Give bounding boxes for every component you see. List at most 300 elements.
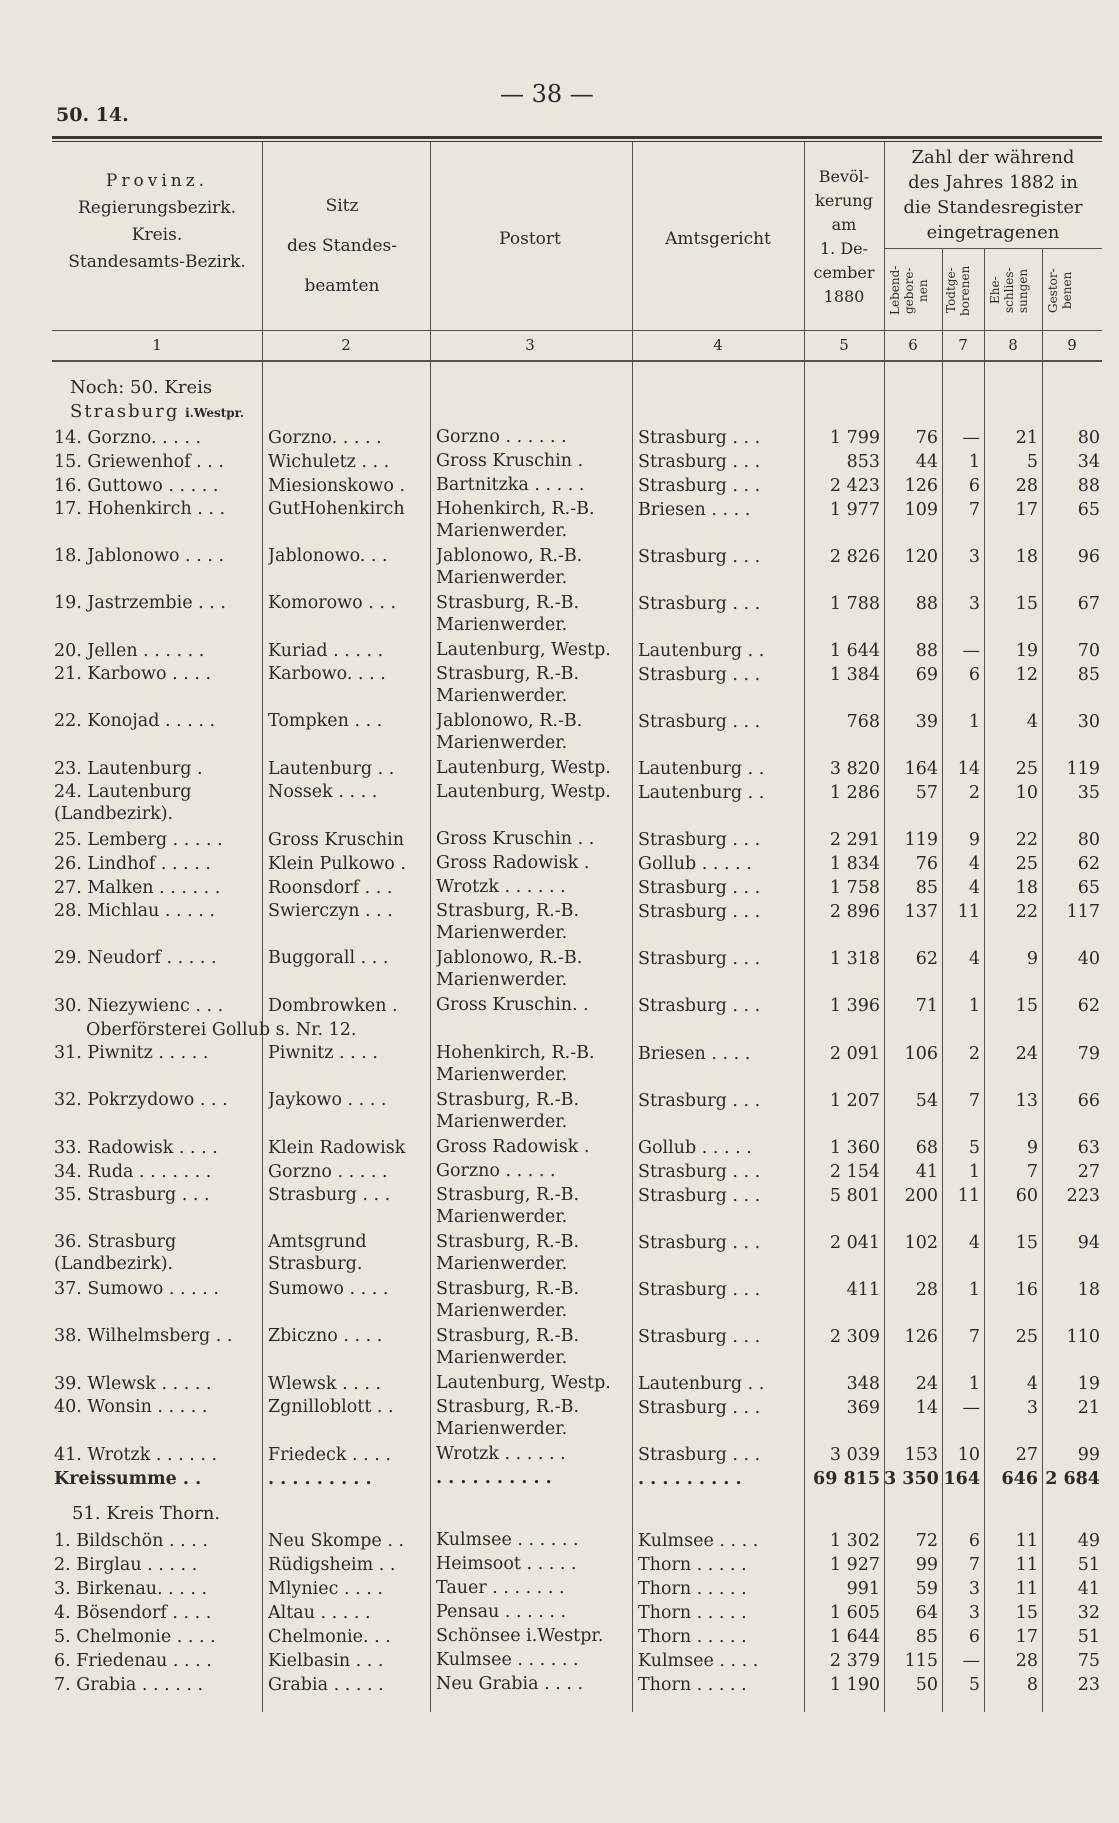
cell-sitz: Karbowo. . . . <box>268 664 386 684</box>
cell-eheschliessungen: 15 <box>1015 996 1038 1016</box>
cell-todtgeborene: 6 <box>968 665 980 685</box>
continuation-note: Oberförsterei Gollub s. Nr. 12. <box>86 1020 357 1040</box>
table-row <box>52 1136 1102 1160</box>
cell-todtgeborene: 1 <box>968 712 980 732</box>
section-rows-strasburg <box>52 426 1102 1491</box>
cell-gestorbene: 62 <box>1077 996 1100 1016</box>
cell-bevoelkerung: 1 927 <box>829 1555 880 1575</box>
section-title-kreis: Strasburg <box>70 401 180 422</box>
cell-lebendgeborene: 54 <box>915 1091 938 1111</box>
cell-gestorbene: 27 <box>1077 1162 1100 1182</box>
cell-bevoelkerung: 1 286 <box>829 783 880 803</box>
cell-amtsgericht: Thorn . . . . . <box>638 1675 747 1695</box>
header-zahl-4: eingetragenen <box>926 222 1060 243</box>
cell-eheschliessungen: 25 <box>1015 854 1038 874</box>
cell-lebendgeborene: 64 <box>915 1603 938 1623</box>
cell-gestorbene: 35 <box>1077 783 1100 803</box>
cell-postort: Lautenburg, Westp. <box>436 782 611 802</box>
cell-gestorbene: 51 <box>1077 1627 1100 1647</box>
cell-amtsgericht: Strasburg . . . <box>638 830 761 850</box>
cell-standesamt: 4. Bösendorf . . . . <box>54 1603 212 1623</box>
cell-todtgeborene: 14 <box>957 759 980 779</box>
cell-sitz: Roonsdorf . . . <box>268 878 393 898</box>
header-sitz-1: Sitz <box>325 196 359 216</box>
cell-standesamt: 16. Guttowo . . . . . <box>54 476 219 496</box>
cell-postort: Gross Kruschin . . <box>436 829 595 849</box>
colnum-7: 7 <box>958 336 968 354</box>
cell-lebendgeborene: 126 <box>904 476 938 496</box>
cell-amtsgericht: Lautenburg . . <box>638 783 765 803</box>
table-row <box>52 663 1102 710</box>
cell-amtsgericht: Briesen . . . . <box>638 1044 751 1064</box>
cell-todtgeborene: 1 <box>968 1374 980 1394</box>
cell-standesamt: 41. Wrotzk . . . . . . <box>54 1445 218 1465</box>
cell-amtsgericht: Strasburg . . . <box>638 665 761 685</box>
cell-eheschliessungen: 28 <box>1015 1651 1038 1671</box>
cell-lebendgeborene: 71 <box>915 996 938 1016</box>
cell-todtgeborene: 5 <box>968 1675 980 1695</box>
cell-lebendgeborene: 109 <box>904 500 938 520</box>
cell-sitz: Strasburg . . . <box>268 1185 391 1205</box>
table-row <box>52 1278 1102 1325</box>
cell-bevoelkerung: 2 423 <box>829 476 880 496</box>
zahl-rule <box>884 248 1102 249</box>
table-row <box>52 1443 1102 1467</box>
cell-eheschliessungen: 11 <box>1015 1531 1038 1551</box>
cell-eheschliessungen: 17 <box>1015 1627 1038 1647</box>
table-row <box>52 828 1102 852</box>
table-row <box>52 1089 1102 1136</box>
cell-todtgeborene: 4 <box>968 878 980 898</box>
cell-sitz: Friedeck . . . . <box>268 1445 391 1465</box>
table-row <box>52 900 1102 947</box>
cell-postort: Jablonowo, R.-B. Marienwerder. <box>436 948 583 990</box>
table-row <box>52 1529 1102 1553</box>
table-row <box>52 947 1102 994</box>
cell-bevoelkerung: 853 <box>846 452 880 472</box>
cell-standesamt: 14. Gorzno. . . . . <box>54 428 202 448</box>
cell-eheschliessungen: 25 <box>1015 759 1038 779</box>
cell-postort: Gorzno . . . . . . <box>436 427 567 447</box>
cell-todtgeborene: 3 <box>968 547 980 567</box>
cell-todtgeborene: 2 <box>968 1044 980 1064</box>
cell-postort: . . . . . . . . . . <box>436 1468 552 1488</box>
section-title-thorn: 51. Kreis Thorn. <box>72 1503 221 1524</box>
cell-todtgeborene: — <box>962 1398 980 1418</box>
table-row <box>52 1231 1102 1278</box>
cell-gestorbene: 21 <box>1077 1398 1100 1418</box>
table-row <box>52 1601 1102 1625</box>
cell-bevoelkerung: 2 041 <box>829 1233 880 1253</box>
cell-standesamt: 7. Grabia . . . . . . <box>54 1675 204 1695</box>
cell-amtsgericht: Strasburg . . . <box>638 878 761 898</box>
cell-sitz: Kielbasin . . . <box>268 1651 384 1671</box>
cell-postort: Strasburg, R.-B. Marienwerder. <box>436 901 580 943</box>
cell-eheschliessungen: 27 <box>1015 1445 1038 1465</box>
cell-amtsgericht: Strasburg . . . <box>638 547 761 567</box>
cell-lebendgeborene: 126 <box>904 1327 938 1347</box>
top-rule <box>52 136 1102 139</box>
cell-bevoelkerung: 3 820 <box>829 759 880 779</box>
header-lebendgeborene: Lebend-gebore-nen <box>888 265 930 316</box>
page-marker: 50. 14. <box>56 104 129 126</box>
cell-amtsgericht: . . . . . . . . . <box>638 1469 742 1489</box>
cell-todtgeborene: 6 <box>968 1531 980 1551</box>
cell-sitz: Mlyniec . . . . <box>268 1579 383 1599</box>
table-row <box>52 450 1102 474</box>
cell-amtsgericht: Kulmsee . . . . <box>638 1531 759 1551</box>
cell-sitz: Gorzno . . . . . <box>268 1162 388 1182</box>
cell-todtgeborene: 7 <box>968 500 980 520</box>
cell-lebendgeborene: 88 <box>915 641 938 661</box>
cell-gestorbene: 94 <box>1077 1233 1100 1253</box>
cell-postort: Lautenburg, Westp. <box>436 1373 611 1393</box>
cell-bevoelkerung: 991 <box>846 1579 880 1599</box>
cell-standesamt: 1. Bildschön . . . . <box>54 1531 208 1551</box>
cell-sitz: Klein Pulkowo . <box>268 854 406 874</box>
cell-postort: Heimsoot . . . . . <box>436 1554 577 1574</box>
cell-bevoelkerung: 2 154 <box>829 1162 880 1182</box>
cell-eheschliessungen: 13 <box>1015 1091 1038 1111</box>
header-bev-6: 1880 <box>823 287 865 306</box>
cell-sitz: Zbiczno . . . . <box>268 1326 383 1346</box>
cell-postort: Strasburg, R.-B. Marienwerder. <box>436 664 580 706</box>
cell-eheschliessungen: 646 <box>1001 1469 1038 1489</box>
cell-bevoelkerung: 369 <box>846 1398 880 1418</box>
cell-standesamt: 24. Lautenburg (Landbezirk). <box>54 782 192 824</box>
cell-bevoelkerung: 2 379 <box>829 1651 880 1671</box>
table-row <box>52 498 1102 545</box>
cell-standesamt: 35. Strasburg . . . <box>54 1185 210 1205</box>
cell-eheschliessungen: 17 <box>1015 500 1038 520</box>
colnum-2: 2 <box>341 336 351 354</box>
cell-todtgeborene: 9 <box>968 830 980 850</box>
table-row <box>52 1042 1102 1089</box>
cell-gestorbene: 67 <box>1077 594 1100 614</box>
cell-postort: Bartnitzka . . . . . <box>436 475 585 495</box>
cell-bevoelkerung: 1 207 <box>829 1091 880 1111</box>
header-col1 <box>52 168 262 276</box>
cell-standesamt: 6. Friedenau . . . . <box>54 1651 212 1671</box>
header-regbez: Regierungsbezirk. <box>77 198 237 218</box>
cell-todtgeborene: — <box>962 641 980 661</box>
cell-gestorbene: 30 <box>1077 712 1100 732</box>
cell-gestorbene: 80 <box>1077 830 1100 850</box>
cell-sitz: Lautenburg . . <box>268 759 395 779</box>
cell-eheschliessungen: 22 <box>1015 830 1038 850</box>
cell-eheschliessungen: 25 <box>1015 1327 1038 1347</box>
cell-lebendgeborene: 39 <box>915 712 938 732</box>
cell-standesamt: 25. Lemberg . . . . . <box>54 830 223 850</box>
cell-eheschliessungen: 16 <box>1015 1280 1038 1300</box>
cell-sitz: Buggorall . . . <box>268 948 389 968</box>
cell-eheschliessungen: 18 <box>1015 878 1038 898</box>
cell-amtsgericht: Strasburg . . . <box>638 1280 761 1300</box>
cell-gestorbene: 40 <box>1077 949 1100 969</box>
cell-sitz: Komorowo . . . <box>268 593 397 613</box>
colnum-1: 1 <box>152 336 162 354</box>
cell-eheschliessungen: 22 <box>1015 902 1038 922</box>
table-row <box>52 781 1102 828</box>
cell-standesamt: 34. Ruda . . . . . . . <box>54 1162 212 1182</box>
table-row <box>52 876 1102 900</box>
cell-todtgeborene: 2 <box>968 783 980 803</box>
cell-sitz: Dombrowken . <box>268 996 398 1016</box>
cell-todtgeborene: 10 <box>957 1445 980 1465</box>
table-row <box>52 639 1102 663</box>
cell-sitz: Rüdigsheim . . <box>268 1555 396 1575</box>
cell-sitz: Kuriad . . . . . <box>268 641 384 661</box>
cell-bevoelkerung: 1 758 <box>829 878 880 898</box>
cell-gestorbene: 18 <box>1077 1280 1100 1300</box>
sum-row <box>52 1467 1102 1491</box>
cell-amtsgericht: Kulmsee . . . . <box>638 1651 759 1671</box>
cell-eheschliessungen: 4 <box>1026 712 1038 732</box>
cell-todtgeborene: — <box>962 1651 980 1671</box>
cell-standesamt: 3. Birkenau. . . . . <box>54 1579 208 1599</box>
cell-postort: Kulmsee . . . . . . <box>436 1650 579 1670</box>
header-zahl <box>884 145 1102 245</box>
cell-sitz: . . . . . . . . . <box>268 1469 372 1489</box>
cell-sitz: Altau . . . . . <box>268 1603 371 1623</box>
cell-lebendgeborene: 14 <box>915 1398 938 1418</box>
cell-eheschliessungen: 18 <box>1015 547 1038 567</box>
cell-postort: Lautenburg, Westp. <box>436 640 611 660</box>
cell-bevoelkerung: 1 644 <box>829 641 880 661</box>
cell-standesamt: 38. Wilhelmsberg . . <box>54 1326 233 1346</box>
header-sitz-2: des Standes- <box>286 236 398 256</box>
cell-bevoelkerung: 1 605 <box>829 1603 880 1623</box>
cell-eheschliessungen: 11 <box>1015 1555 1038 1575</box>
cell-bevoelkerung: 1 396 <box>829 996 880 1016</box>
cell-bevoelkerung: 2 091 <box>829 1044 880 1064</box>
header-bev-3: am <box>831 215 857 234</box>
cell-amtsgericht: Lautenburg . . <box>638 759 765 779</box>
cell-bevoelkerung: 1 190 <box>829 1675 880 1695</box>
cell-amtsgericht: Strasburg . . . <box>638 712 761 732</box>
cell-standesamt: 31. Piwnitz . . . . . <box>54 1043 209 1063</box>
cell-sitz: Tompken . . . <box>268 711 383 731</box>
cell-postort: Strasburg, R.-B. Marienwerder. <box>436 593 580 635</box>
cell-lebendgeborene: 115 <box>904 1651 938 1671</box>
cell-amtsgericht: Thorn . . . . . <box>638 1555 747 1575</box>
header-amtsgericht: Amtsgericht <box>665 229 771 249</box>
cell-standesamt: 30. Niezywienc . . . <box>54 996 224 1016</box>
colnum-5: 5 <box>839 336 849 354</box>
cell-eheschliessungen: 15 <box>1015 594 1038 614</box>
cell-amtsgericht: Strasburg . . . <box>638 902 761 922</box>
cell-sitz: Zgnilloblott . . <box>268 1397 394 1417</box>
cell-eheschliessungen: 9 <box>1026 1138 1038 1158</box>
cell-todtgeborene: 11 <box>957 1186 980 1206</box>
cell-bevoelkerung: 1 302 <box>829 1531 880 1551</box>
cell-amtsgericht: Thorn . . . . . <box>638 1627 747 1647</box>
cell-postort: Gross Radowisk . <box>436 1137 590 1157</box>
cell-standesamt: 28. Michlau . . . . . <box>54 901 215 921</box>
cell-postort: Gross Radowisk . <box>436 853 590 873</box>
top-rule-thin <box>52 141 1102 142</box>
cell-standesamt: 23. Lautenburg . <box>54 759 203 779</box>
cell-amtsgericht: Thorn . . . . . <box>638 1579 747 1599</box>
cell-standesamt: 36. Strasburg (Landbezirk). <box>54 1232 177 1274</box>
cell-amtsgericht: Briesen . . . . <box>638 500 751 520</box>
table-row <box>52 592 1102 639</box>
cell-postort: Tauer . . . . . . . <box>436 1578 565 1598</box>
cell-sitz: Wlewsk . . . . <box>268 1374 382 1394</box>
cell-lebendgeborene: 85 <box>915 878 938 898</box>
cell-postort: Strasburg, R.-B. Marienwerder. <box>436 1397 580 1439</box>
cell-postort: Wrotzk . . . . . . <box>436 877 566 897</box>
cell-gestorbene: 51 <box>1077 1555 1100 1575</box>
cell-amtsgericht: Strasburg . . . <box>638 1162 761 1182</box>
cell-todtgeborene: — <box>962 428 980 448</box>
table-row <box>52 1396 1102 1443</box>
cell-gestorbene: 85 <box>1077 665 1100 685</box>
cell-postort: Gross Kruschin. . <box>436 995 589 1015</box>
cell-gestorbene: 223 <box>1066 1186 1100 1206</box>
cell-lebendgeborene: 62 <box>915 949 938 969</box>
cell-standesamt: 17. Hohenkirch . . . <box>54 499 226 519</box>
table-row <box>52 1553 1102 1577</box>
cell-lebendgeborene: 68 <box>915 1138 938 1158</box>
cell-gestorbene: 62 <box>1077 854 1100 874</box>
table-row <box>52 1649 1102 1673</box>
cell-eheschliessungen: 15 <box>1015 1233 1038 1253</box>
header-zahl-1: Zahl der während <box>911 147 1075 168</box>
cell-postort: Strasburg, R.-B. Marienwerder. <box>436 1090 580 1132</box>
section-title-line1: Noch: 50. Kreis <box>70 377 213 398</box>
cell-eheschliessungen: 3 <box>1026 1398 1038 1418</box>
header-kreis: Kreis. <box>131 225 183 245</box>
cell-eheschliessungen: 9 <box>1026 949 1038 969</box>
cell-eheschliessungen: 19 <box>1015 641 1038 661</box>
cell-standesamt: 37. Sumowo . . . . . <box>54 1279 219 1299</box>
cell-todtgeborene: 6 <box>968 1627 980 1647</box>
cell-standesamt: 40. Wonsin . . . . . <box>54 1397 208 1417</box>
cell-gestorbene: 41 <box>1077 1579 1100 1599</box>
header-bev-5: cember <box>813 263 875 282</box>
cell-eheschliessungen: 5 <box>1026 452 1038 472</box>
cell-amtsgericht: Lautenburg . . <box>638 1374 765 1394</box>
cell-bevoelkerung: 1 644 <box>829 1627 880 1647</box>
cell-gestorbene: 79 <box>1077 1044 1100 1064</box>
cell-amtsgericht: Strasburg . . . <box>638 996 761 1016</box>
cell-standesamt: 26. Lindhof . . . . . <box>54 854 211 874</box>
cell-gestorbene: 32 <box>1077 1603 1100 1623</box>
table-row <box>52 852 1102 876</box>
cell-gestorbene: 23 <box>1077 1675 1100 1695</box>
table-row <box>52 1625 1102 1649</box>
table-row <box>52 545 1102 592</box>
cell-todtgeborene: 4 <box>968 1233 980 1253</box>
cell-sitz: Amtsgrund Strasburg. <box>268 1232 367 1274</box>
cell-bevoelkerung: 2 309 <box>829 1327 880 1347</box>
cell-lebendgeborene: 59 <box>915 1579 938 1599</box>
cell-amtsgericht: Strasburg . . . <box>638 1445 761 1465</box>
cell-lebendgeborene: 99 <box>915 1555 938 1575</box>
cell-lebendgeborene: 24 <box>915 1374 938 1394</box>
cell-sitz: Neu Skompe . . <box>268 1531 405 1551</box>
cell-bevoelkerung: 1 834 <box>829 854 880 874</box>
cell-eheschliessungen: 15 <box>1015 1603 1038 1623</box>
header-gestorbene: Gestor-benen <box>1046 268 1074 313</box>
cell-lebendgeborene: 102 <box>904 1233 938 1253</box>
header-rule <box>52 330 1102 331</box>
cell-postort: Strasburg, R.-B. Marienwerder. <box>436 1326 580 1368</box>
cell-eheschliessungen: 8 <box>1026 1675 1038 1695</box>
cell-amtsgericht: Strasburg . . . <box>638 1186 761 1206</box>
cell-postort: Gorzno . . . . . <box>436 1161 556 1181</box>
cell-bevoelkerung: 2 896 <box>829 902 880 922</box>
cell-lebendgeborene: 41 <box>915 1162 938 1182</box>
cell-eheschliessungen: 21 <box>1015 428 1038 448</box>
cell-gestorbene: 117 <box>1066 902 1100 922</box>
header-bev-2: kerung <box>815 191 873 210</box>
cell-bevoelkerung: 1 977 <box>829 500 880 520</box>
colnum-8: 8 <box>1008 336 1018 354</box>
cell-bevoelkerung: 1 360 <box>829 1138 880 1158</box>
cell-lebendgeborene: 88 <box>915 594 938 614</box>
cell-bevoelkerung: 1 799 <box>829 428 880 448</box>
cell-postort: Lautenburg, Westp. <box>436 758 611 778</box>
page-number: — 38 — <box>500 80 594 108</box>
cell-eheschliessungen: 24 <box>1015 1044 1038 1064</box>
colnum-6: 6 <box>908 336 918 354</box>
cell-standesamt: 19. Jastrzembie . . . <box>54 593 226 613</box>
cell-standesamt: 2. Birglau . . . . . <box>54 1555 198 1575</box>
colnum-rule <box>52 360 1102 362</box>
table-body <box>52 372 1102 1697</box>
cell-todtgeborene: 6 <box>968 476 980 496</box>
cell-sitz: Grabia . . . . . <box>268 1675 384 1695</box>
cell-gestorbene: 34 <box>1077 452 1100 472</box>
cell-postort: Schönsee i.Westpr. <box>436 1626 604 1646</box>
header-postort: Postort <box>499 229 561 249</box>
cell-amtsgericht: Strasburg . . . <box>638 1233 761 1253</box>
table-row <box>52 1325 1102 1372</box>
cell-gestorbene: 65 <box>1077 500 1100 520</box>
table-row <box>52 1184 1102 1231</box>
header-provinz: Provinz. <box>105 171 209 191</box>
table-row <box>52 994 1102 1018</box>
cell-standesamt: Kreissumme . . <box>54 1469 202 1489</box>
cell-postort: Neu Grabia . . . . <box>436 1674 584 1694</box>
cell-sitz: Nossek . . . . <box>268 782 378 802</box>
cell-lebendgeborene: 119 <box>904 830 938 850</box>
cell-sitz: Sumowo . . . . <box>268 1279 389 1299</box>
cell-amtsgericht: Gollub . . . . . <box>638 854 752 874</box>
table-row <box>52 1372 1102 1396</box>
cell-standesamt: 21. Karbowo . . . . <box>54 664 212 684</box>
table-row <box>52 757 1102 781</box>
cell-lebendgeborene: 3 350 <box>884 1469 939 1489</box>
cell-sitz: Jablonowo. . . <box>268 546 388 566</box>
cell-sitz: Chelmonie. . . <box>268 1627 391 1647</box>
header-zahl-3: die Standesregister <box>903 197 1083 218</box>
cell-todtgeborene: 3 <box>968 594 980 614</box>
cell-todtgeborene: 3 <box>968 1603 980 1623</box>
cell-bevoelkerung: 2 291 <box>829 830 880 850</box>
cell-gestorbene: 88 <box>1077 476 1100 496</box>
header-col2 <box>262 186 422 306</box>
cell-amtsgericht: Thorn . . . . . <box>638 1603 747 1623</box>
cell-sitz: Swierczyn . . . <box>268 901 393 921</box>
cell-amtsgericht: Strasburg . . . <box>638 1327 761 1347</box>
cell-postort: Pensau . . . . . . <box>436 1602 567 1622</box>
cell-postort: Strasburg, R.-B. Marienwerder. <box>436 1279 580 1321</box>
cell-sitz: Jaykowo . . . . <box>268 1090 387 1110</box>
section-rows-thorn <box>52 1529 1102 1697</box>
